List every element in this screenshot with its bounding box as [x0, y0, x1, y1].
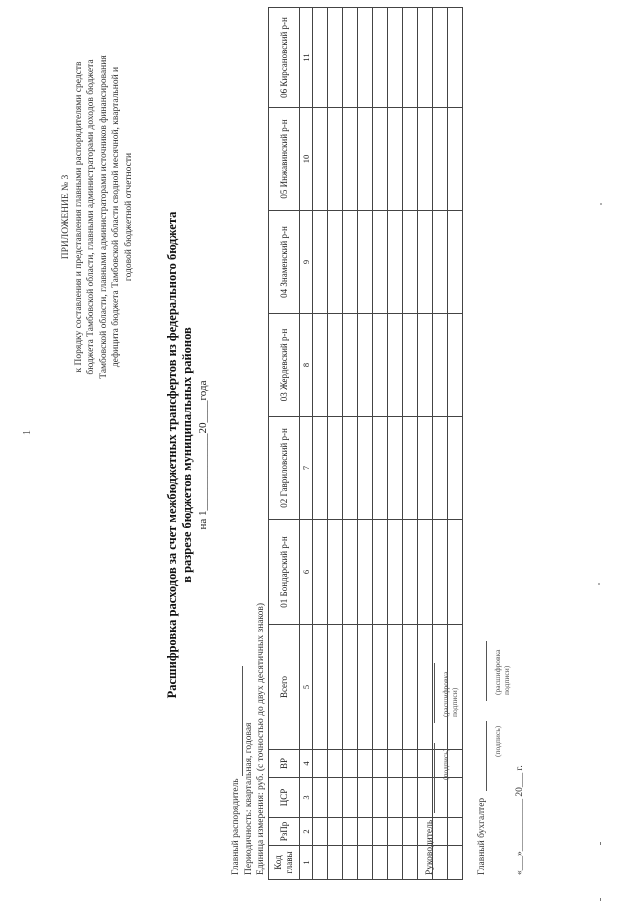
main-manager-label: Главный распорядитель	[231, 778, 241, 875]
table-cell[interactable]	[388, 625, 403, 750]
table-cell[interactable]	[373, 750, 388, 778]
table-cell[interactable]	[433, 108, 448, 211]
table-row	[388, 8, 403, 880]
table-cell[interactable]	[313, 417, 328, 520]
table-cell[interactable]	[358, 520, 373, 625]
table-cell[interactable]	[358, 211, 373, 314]
appendix-note	[60, 7, 136, 427]
table-cell[interactable]	[448, 520, 463, 625]
column-number: 3	[300, 778, 313, 818]
table-cell[interactable]	[343, 417, 358, 520]
table-cell[interactable]	[358, 750, 373, 778]
table-cell[interactable]	[343, 846, 358, 880]
column-number: 6	[300, 520, 313, 625]
table-cell[interactable]	[433, 314, 448, 417]
table-cell[interactable]	[373, 625, 388, 750]
head-decode-field[interactable]	[425, 663, 435, 723]
signature-date: «___»___________ 20___ г.	[515, 765, 525, 875]
table-cell[interactable]	[403, 108, 418, 211]
column-number: 5	[300, 625, 313, 750]
table-cell[interactable]	[448, 314, 463, 417]
unit-text: Единица измерения: руб. (с точностью до двух десятичных знаков)	[256, 602, 266, 875]
scan-speck	[600, 203, 602, 205]
table-cell[interactable]	[358, 818, 373, 846]
table-cell[interactable]	[403, 211, 418, 314]
table-row	[328, 8, 343, 880]
table-cell[interactable]	[313, 818, 328, 846]
table-cell[interactable]	[328, 108, 343, 211]
column-header: Код главы	[269, 846, 300, 880]
table-cell[interactable]	[343, 818, 358, 846]
column-header: 01 Бондарский р-н	[269, 520, 300, 625]
table-cell[interactable]	[373, 520, 388, 625]
table-cell[interactable]	[448, 8, 463, 108]
table-cell[interactable]	[328, 846, 343, 880]
table-cell[interactable]	[433, 211, 448, 314]
head-sign-field[interactable]	[425, 743, 435, 813]
column-header: 05 Инжавинский р-н	[269, 108, 300, 211]
scan-mark	[600, 842, 601, 845]
appendix-line: Тамбовской области, главными администраторами источников финансирования	[98, 55, 109, 379]
title-line-2: в разрезе бюджетов муниципальных районов	[180, 327, 194, 583]
table-cell[interactable]	[448, 108, 463, 211]
table-cell[interactable]	[388, 8, 403, 108]
appendix-line: бюджета Тамбовской области, главными администраторами доходов бюджета	[86, 59, 97, 375]
table-cell[interactable]	[313, 846, 328, 880]
document-title	[165, 105, 195, 805]
table-cell[interactable]	[358, 625, 373, 750]
appendix-title: ПРИЛОЖЕНИЕ № 3	[61, 174, 71, 260]
table-cell[interactable]	[388, 846, 403, 880]
table-row	[313, 8, 328, 880]
scan-mark	[600, 898, 601, 901]
table-cell[interactable]	[403, 846, 418, 880]
accountant-decode-field[interactable]	[477, 641, 487, 701]
appendix-line: дефицита бюджета Тамбовской области сводной месячной, квартальной и	[111, 66, 122, 368]
column-number-row	[300, 8, 313, 880]
table-cell[interactable]	[418, 108, 433, 211]
table-cell[interactable]	[313, 8, 328, 108]
accountant-label: Главный бухгалтер	[477, 797, 487, 875]
column-header: 03 Жердевский р-н	[269, 314, 300, 417]
table-cell[interactable]	[373, 417, 388, 520]
table-cell[interactable]	[388, 314, 403, 417]
column-number: 8	[300, 314, 313, 417]
table-cell[interactable]	[388, 417, 403, 520]
column-header: РзПр	[269, 818, 300, 846]
table-cell[interactable]	[373, 818, 388, 846]
table-cell[interactable]	[343, 750, 358, 778]
table-cell[interactable]	[328, 625, 343, 750]
table-cell[interactable]	[418, 314, 433, 417]
table-cell[interactable]	[328, 818, 343, 846]
column-header: Всего	[269, 625, 300, 750]
table-cell[interactable]	[418, 520, 433, 625]
column-number: 10	[300, 108, 313, 211]
table-cell[interactable]	[403, 417, 418, 520]
table-cell[interactable]	[313, 750, 328, 778]
table-cell[interactable]	[313, 625, 328, 750]
column-header: 06 Кирсановский р-н	[269, 8, 300, 108]
table-cell[interactable]	[343, 8, 358, 108]
table-cell[interactable]	[328, 520, 343, 625]
table-cell[interactable]	[328, 8, 343, 108]
table-cell[interactable]	[328, 778, 343, 818]
table-cell[interactable]	[358, 417, 373, 520]
column-number: 9	[300, 211, 313, 314]
table-cell[interactable]	[418, 211, 433, 314]
table-cell[interactable]	[418, 417, 433, 520]
table-cell[interactable]	[328, 417, 343, 520]
column-header: 02 Гавриловский р-н	[269, 417, 300, 520]
table-cell[interactable]	[388, 778, 403, 818]
appendix-line: годовой бюджетной отчетности	[123, 152, 134, 282]
table-cell[interactable]	[388, 520, 403, 625]
head-sign-caption: (подпись)	[441, 748, 450, 780]
main-manager-field[interactable]	[233, 666, 243, 776]
table-cell[interactable]	[373, 314, 388, 417]
table-cell[interactable]	[403, 750, 418, 778]
table-row	[373, 8, 388, 880]
table-cell[interactable]	[373, 846, 388, 880]
table-cell[interactable]	[328, 211, 343, 314]
column-number: 2	[300, 818, 313, 846]
table-cell[interactable]	[358, 8, 373, 108]
table-cell[interactable]	[373, 211, 388, 314]
table-cell[interactable]	[328, 314, 343, 417]
accountant-decode-caption: (расшифровка подписи)	[493, 649, 511, 695]
table-cell[interactable]	[403, 625, 418, 750]
table-cell[interactable]	[388, 211, 403, 314]
table-cell[interactable]	[313, 778, 328, 818]
table-cell[interactable]	[373, 108, 388, 211]
table-cell[interactable]	[433, 520, 448, 625]
title-line-1: Расшифровка расходов за счет межбюджетных трансфертов из федерального бюджета	[165, 211, 179, 699]
table-cell[interactable]	[373, 778, 388, 818]
table-cell[interactable]	[388, 818, 403, 846]
column-header: 04 Знаменский р-н	[269, 211, 300, 314]
table-cell[interactable]	[388, 108, 403, 211]
column-number: 1	[300, 846, 313, 880]
table-row	[403, 8, 418, 880]
accountant-sign-caption: (подпись)	[493, 725, 502, 757]
signatures-block	[425, 641, 531, 875]
appendix-line: к Порядку составления и представления главными распорядителями средств	[73, 61, 84, 373]
table-cell[interactable]	[358, 778, 373, 818]
table-cell[interactable]	[358, 314, 373, 417]
table-row	[358, 8, 373, 880]
head-label: Руководитель	[425, 819, 435, 875]
table-cell[interactable]	[403, 8, 418, 108]
table-header-row	[269, 8, 300, 880]
accountant-sign-field[interactable]	[477, 721, 487, 791]
column-header: ВР	[269, 750, 300, 778]
table-cell[interactable]	[433, 8, 448, 108]
table-cell[interactable]	[343, 314, 358, 417]
report-date-line: на 1______________20____года	[197, 380, 209, 530]
table-cell[interactable]	[358, 846, 373, 880]
table-cell[interactable]	[448, 211, 463, 314]
table-cell[interactable]	[313, 211, 328, 314]
table-cell[interactable]	[343, 520, 358, 625]
column-number: 7	[300, 417, 313, 520]
table-cell[interactable]	[403, 818, 418, 846]
table-cell[interactable]	[388, 750, 403, 778]
table-cell[interactable]	[343, 778, 358, 818]
head-decode-caption: (расшифровка подписи)	[441, 671, 459, 717]
table-cell[interactable]	[358, 108, 373, 211]
table-cell[interactable]	[418, 8, 433, 108]
report-parameters	[230, 603, 268, 875]
table-cell[interactable]	[313, 108, 328, 211]
table-cell[interactable]	[343, 211, 358, 314]
table-cell[interactable]	[373, 8, 388, 108]
column-number: 11	[300, 8, 313, 108]
scan-speck	[598, 583, 600, 585]
table-cell[interactable]	[343, 625, 358, 750]
periodicity-text: Периодичность: квартальная, годовая	[243, 722, 254, 875]
column-number: 4	[300, 750, 313, 778]
table-cell[interactable]	[403, 520, 418, 625]
column-header: ЦСР	[269, 778, 300, 818]
table-cell[interactable]	[313, 520, 328, 625]
table-cell[interactable]	[448, 417, 463, 520]
table-cell[interactable]	[433, 417, 448, 520]
table-row	[343, 8, 358, 880]
table-cell[interactable]	[403, 778, 418, 818]
page-number: 1	[22, 430, 33, 435]
table-cell[interactable]	[313, 314, 328, 417]
table-cell[interactable]	[343, 108, 358, 211]
table-cell[interactable]	[403, 314, 418, 417]
table-cell[interactable]	[328, 750, 343, 778]
